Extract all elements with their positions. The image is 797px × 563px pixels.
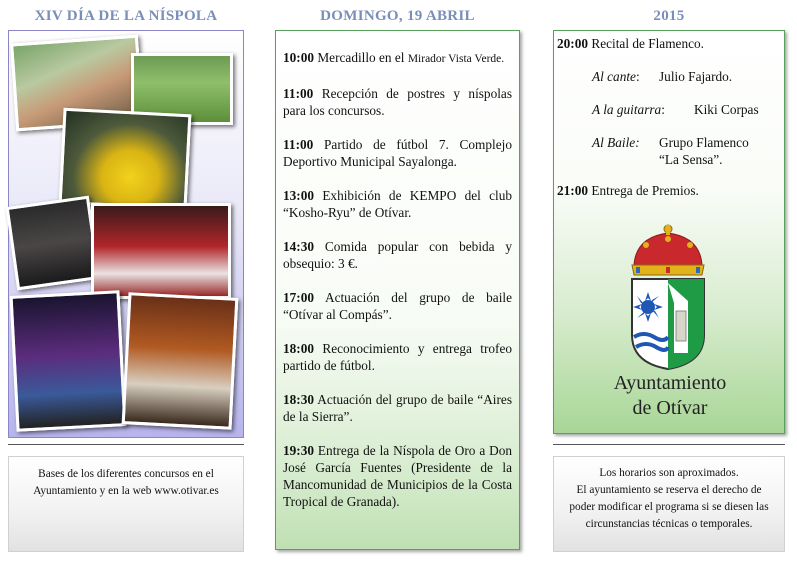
schedule-item xyxy=(283,49,512,68)
event-time: 11:00 xyxy=(283,86,314,101)
event-text: Exhibición de KEMPO del club “Kosho-Ryu” de Otívar. xyxy=(283,188,512,220)
flamenco-recital xyxy=(557,36,704,52)
event-time: 18:00 xyxy=(283,341,315,356)
event-text: Mercadillo en el xyxy=(317,50,405,65)
left-info-note xyxy=(8,456,244,552)
role-name-cante: Julio Fajardo. xyxy=(659,69,733,84)
event-location: Mirador Vista Verde. xyxy=(407,53,505,65)
role-name-baile: Grupo Flamenco xyxy=(659,135,749,150)
left-note-line-2: Ayuntamiento y en la web www.otivar.es xyxy=(33,485,219,497)
schedule-item xyxy=(283,340,512,374)
event-time: 14:30 xyxy=(283,239,315,254)
role-label-cante: Al cante: xyxy=(592,69,640,84)
right-note-line-3: poder modificar el programa si se diesen las xyxy=(569,501,769,513)
event-time: 20:00 xyxy=(557,36,589,51)
role-label-guitarra: A la guitarra: xyxy=(592,102,665,117)
schedule-item xyxy=(283,187,512,221)
schedule-item xyxy=(283,85,512,119)
schedule-item xyxy=(283,442,512,510)
event-time: 17:00 xyxy=(283,290,315,305)
event-time: 10:00 xyxy=(283,50,315,65)
divider-right xyxy=(553,444,785,445)
right-note-line-4: circunstancias técnicas o temporales. xyxy=(585,518,753,530)
event-time: 19:30 xyxy=(283,443,315,458)
event-text: Actuación del grupo de baile “Otívar al Compás”. xyxy=(283,290,512,322)
awards-item xyxy=(557,183,699,199)
divider-left xyxy=(8,444,244,445)
right-note-line-1: Los horarios son aproximados. xyxy=(599,467,739,479)
photo-flamenco-dancers xyxy=(91,203,231,299)
right-note-line-2: El ayuntamiento se reserva el derecho de xyxy=(576,484,762,496)
municipality-name-line-2: de Otívar xyxy=(632,397,708,419)
photo-karate-demo xyxy=(6,196,101,291)
left-note-line-1: Bases de los diferentes concursos en el xyxy=(38,468,214,480)
event-text: Reconocimiento y entrega trofeo partido de fútbol. xyxy=(283,341,512,373)
photo-paella-cooking xyxy=(59,108,192,211)
coat-of-arms-icon xyxy=(626,223,710,371)
photo-singer-portrait xyxy=(122,292,239,430)
event-text: Recepción de postres y níspolas para los concursos. xyxy=(283,86,513,118)
right-column-title: 2015 xyxy=(653,8,685,24)
event-text: Entrega de la Níspola de Oro a Don José García Fuentes (Presidente de la Mancomunidad de Municipios de la Costa Tropical de Granada). xyxy=(283,443,513,509)
municipality-name-line-1: Ayuntamiento xyxy=(613,372,727,394)
flamenco-panel xyxy=(553,30,785,434)
middle-column-title: DOMINGO, 19 ABRIL xyxy=(320,8,475,24)
photo-collage-panel xyxy=(8,30,244,438)
schedule-panel xyxy=(275,30,520,550)
left-column-title: XIV DÍA DE LA NÍSPOLA xyxy=(34,8,218,24)
schedule-item xyxy=(283,136,512,170)
right-info-note xyxy=(553,456,785,552)
event-time: 18:30 xyxy=(283,392,315,407)
photo-stage-dancers xyxy=(10,290,127,432)
role-name-baile-2: “La Sensa”. xyxy=(659,152,723,167)
event-text: Partido de fútbol 7. Complejo Deportivo Municipal Sayalonga. xyxy=(283,137,512,169)
event-text: Comida popular con bebida y obsequio: 3 €. xyxy=(283,239,513,271)
event-text: Recital de Flamenco. xyxy=(591,36,704,51)
schedule-item xyxy=(283,391,512,425)
event-text: Entrega de Premios. xyxy=(591,183,699,198)
event-time: 13:00 xyxy=(283,188,315,203)
role-label-baile: Al Baile: xyxy=(592,135,640,150)
event-time: 21:00 xyxy=(557,183,589,198)
role-name-guitarra: Kiki Corpas xyxy=(694,102,759,117)
schedule-item xyxy=(283,289,512,323)
event-time: 11:00 xyxy=(283,137,314,152)
event-text: Actuación del grupo de baile “Aires de la Sierra”. xyxy=(283,392,512,424)
schedule-item xyxy=(283,238,512,272)
